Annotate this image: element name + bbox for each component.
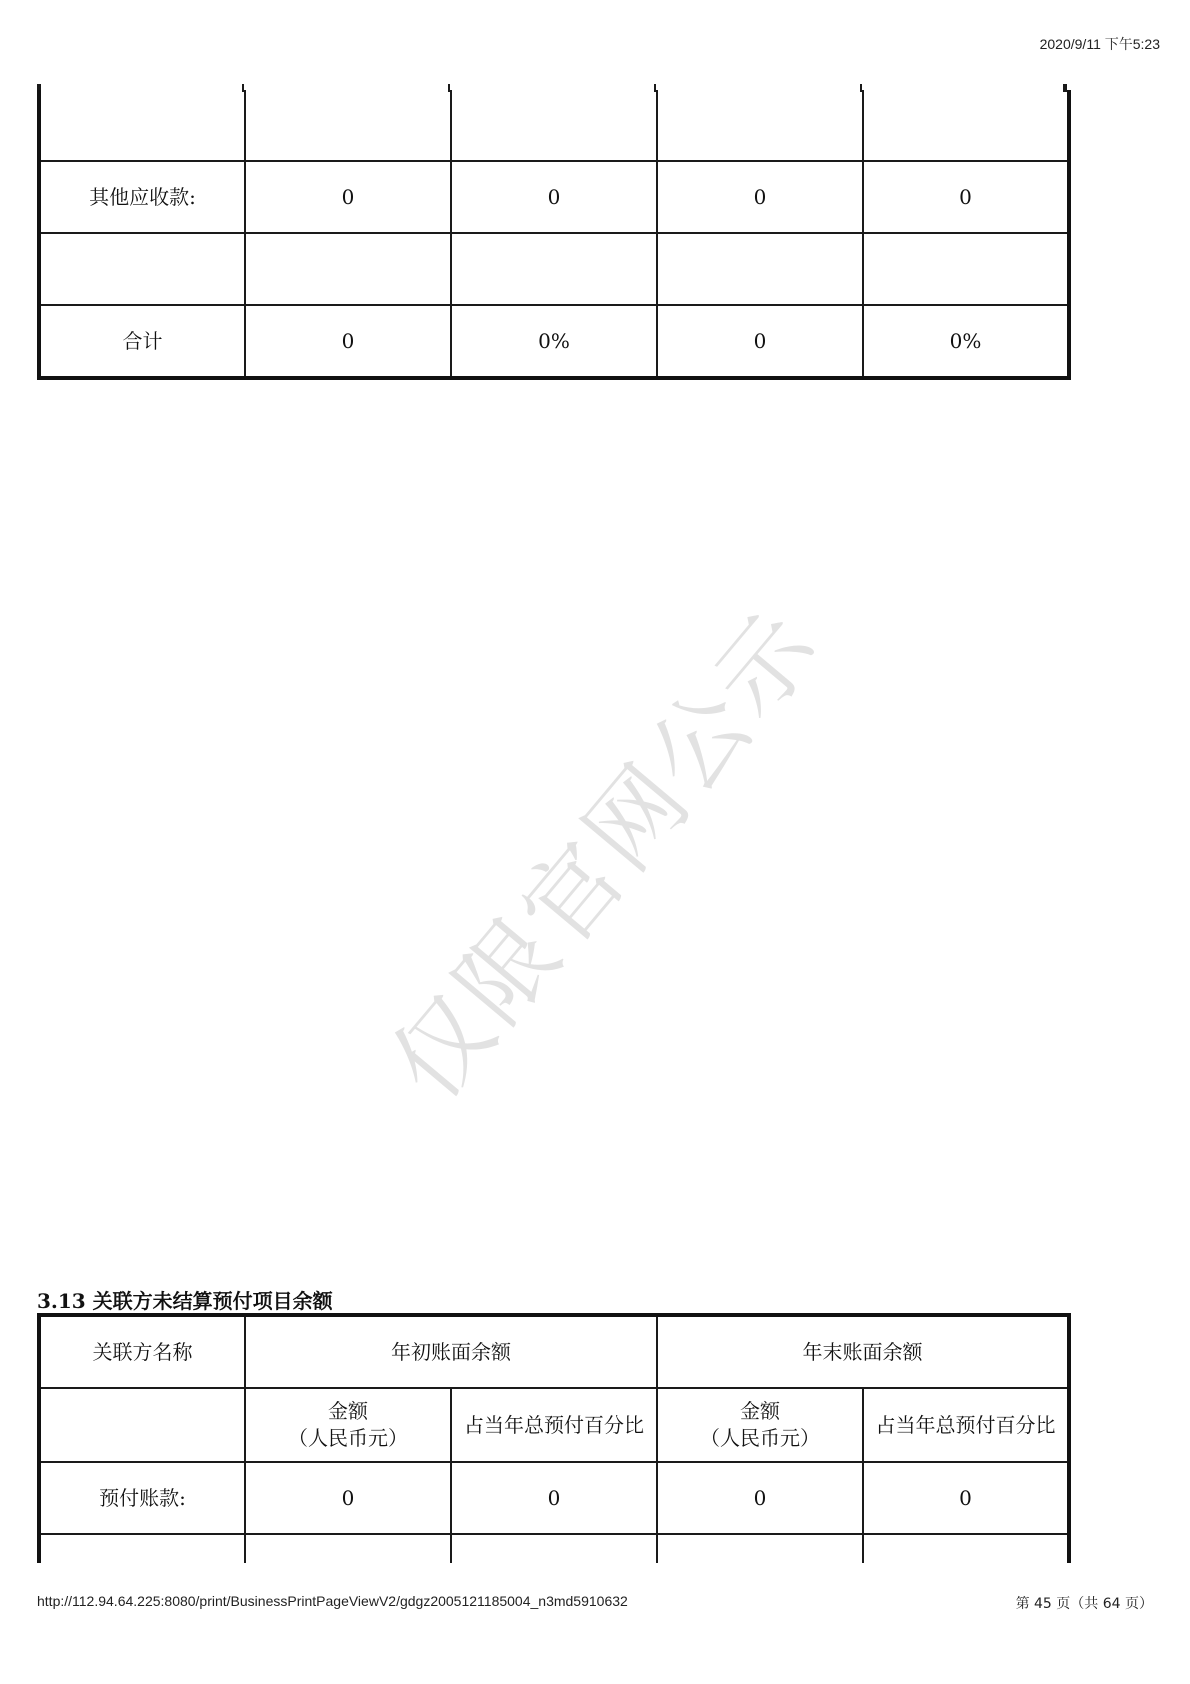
table-cell: 0 bbox=[245, 1462, 451, 1534]
table-row bbox=[39, 233, 1069, 305]
watermark bbox=[300, 570, 900, 1130]
amount-currency: （人民币元） bbox=[288, 1426, 408, 1450]
table-cell: 0 bbox=[245, 305, 451, 378]
table-row-continued bbox=[39, 1534, 1069, 1563]
empty-header-cell bbox=[39, 1388, 245, 1462]
table-cell: 0 bbox=[657, 1462, 863, 1534]
column-header-end-balance: 年末账面余额 bbox=[657, 1315, 1069, 1388]
watermark-text: 仅限官网公示 bbox=[370, 589, 842, 1121]
section-title: 3.13 关联方未结算预付项目余额 bbox=[37, 1289, 333, 1313]
footer-page-number: 第 45 页（共 64 页） bbox=[1015, 1596, 1153, 1612]
table-cell bbox=[863, 1534, 1069, 1563]
table-cell: 0 bbox=[657, 161, 863, 233]
table-cell bbox=[451, 233, 657, 305]
table-cell bbox=[657, 1534, 863, 1563]
other-receivables-table bbox=[37, 90, 1071, 380]
table-cell bbox=[245, 1534, 451, 1563]
column-header-begin-balance: 年初账面余额 bbox=[245, 1315, 657, 1388]
footer-url: http://112.94.64.225:8080/print/BusinessPrintPageViewV2/gdgz2005121185004_n3md5910632 bbox=[37, 1593, 628, 1609]
print-timestamp: 2020/9/11 下午5:23 bbox=[1039, 36, 1160, 52]
table-cell: 0 bbox=[863, 1462, 1069, 1534]
column-header-party-name: 关联方名称 bbox=[39, 1315, 245, 1388]
table-cell bbox=[451, 90, 657, 161]
table-header-row bbox=[39, 1315, 1069, 1388]
table-cell bbox=[245, 233, 451, 305]
table-cell bbox=[863, 90, 1069, 161]
row-label bbox=[39, 233, 245, 305]
table-cell: 0% bbox=[863, 305, 1069, 378]
amount-label: 金额 bbox=[740, 1399, 780, 1423]
table-cell bbox=[451, 1534, 657, 1563]
column-header-percentage: 占当年总预付百分比 bbox=[863, 1388, 1069, 1462]
column-header-amount bbox=[245, 1388, 451, 1462]
table-cell bbox=[657, 233, 863, 305]
related-party-prepayments-table bbox=[37, 1313, 1071, 1563]
row-label: 合计 bbox=[39, 305, 245, 378]
table-cell: 0 bbox=[451, 161, 657, 233]
table-row bbox=[39, 1462, 1069, 1534]
table-subheader-row bbox=[39, 1388, 1069, 1462]
column-header-amount bbox=[657, 1388, 863, 1462]
table-row bbox=[39, 90, 1069, 161]
table-cell: 0 bbox=[451, 1462, 657, 1534]
table-cell bbox=[39, 1534, 245, 1563]
table-cell bbox=[863, 233, 1069, 305]
table-row bbox=[39, 161, 1069, 233]
column-header-percentage: 占当年总预付百分比 bbox=[451, 1388, 657, 1462]
table-row-total bbox=[39, 305, 1069, 378]
amount-label: 金额 bbox=[328, 1399, 368, 1423]
amount-currency: （人民币元） bbox=[700, 1426, 820, 1450]
row-label: 预付账款: bbox=[39, 1462, 245, 1534]
table-cell: 0 bbox=[657, 305, 863, 378]
table-cell bbox=[657, 90, 863, 161]
row-label bbox=[39, 90, 245, 161]
table-cell: 0 bbox=[245, 161, 451, 233]
row-label: 其他应收款: bbox=[39, 161, 245, 233]
table-cell bbox=[245, 90, 451, 161]
table-cell: 0 bbox=[863, 161, 1069, 233]
table-cell: 0% bbox=[451, 305, 657, 378]
